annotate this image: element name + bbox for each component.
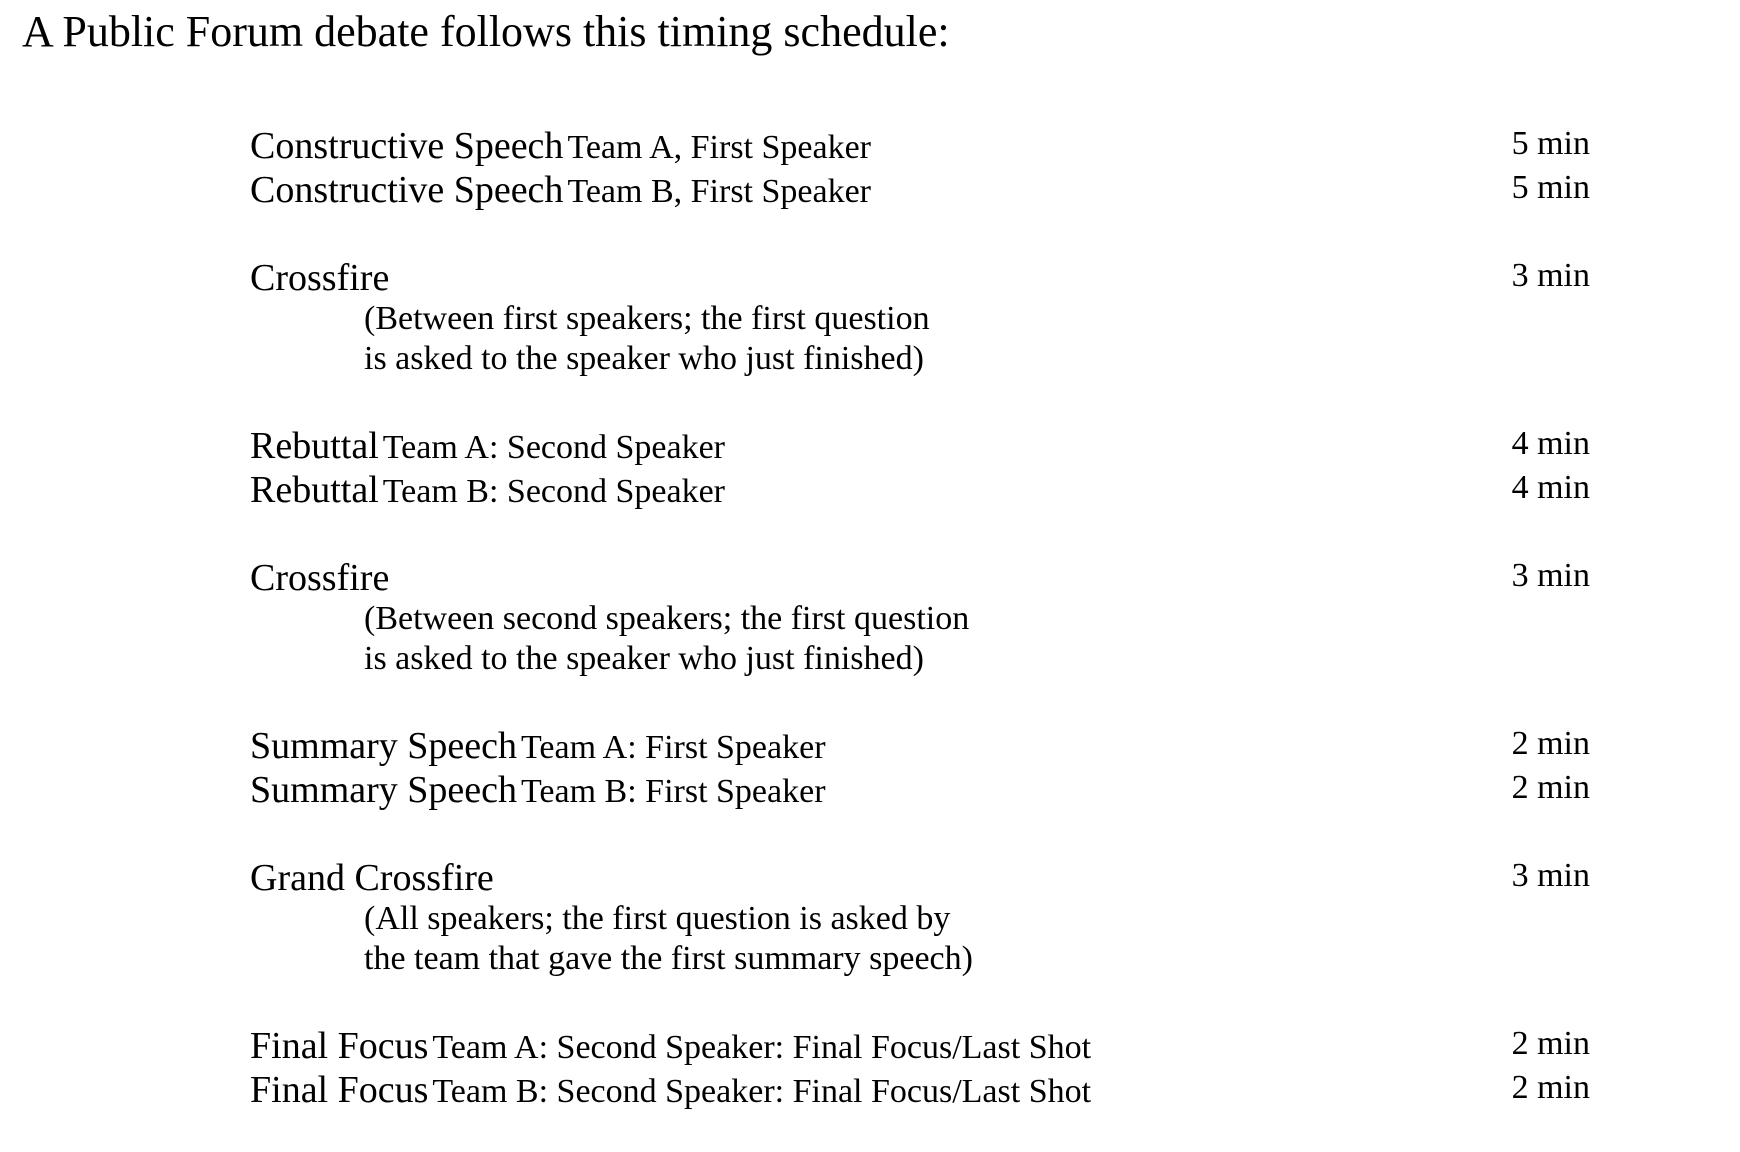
speech-speaker: Team B: Second Speaker xyxy=(382,473,726,510)
speech-duration: 2 min xyxy=(1511,1025,1590,1062)
speech-speaker: Team B, First Speaker xyxy=(567,173,871,210)
crossfire-note-line: (All speakers; the first question is asked by xyxy=(364,900,951,937)
schedule-row xyxy=(250,1027,1590,1067)
speech-speaker: Team A: Second Speaker: Final Focus/Last Shot xyxy=(432,1029,1092,1066)
speech-type: Summary Speech xyxy=(250,769,518,811)
speech-duration: 3 min xyxy=(1511,557,1590,594)
speech-type: Rebuttal xyxy=(250,469,379,511)
speech-duration: 3 min xyxy=(1511,857,1590,894)
speech-type: Crossfire xyxy=(250,557,390,599)
speech-type: Constructive Speech xyxy=(250,169,564,211)
speech-duration: 2 min xyxy=(1511,1069,1590,1106)
speech-label xyxy=(250,171,871,209)
speech-speaker: Team A, First Speaker xyxy=(567,129,871,166)
speech-duration: 5 min xyxy=(1511,169,1590,206)
schedule-row xyxy=(250,127,1590,167)
schedule-row xyxy=(250,1071,1590,1111)
speech-type: Final Focus xyxy=(250,1025,429,1067)
speech-label xyxy=(250,859,494,897)
schedule-row xyxy=(250,427,1590,467)
schedule-row xyxy=(250,471,1590,511)
speech-type: Crossfire xyxy=(250,257,390,299)
speech-type: Summary Speech xyxy=(250,725,518,767)
schedule-row xyxy=(250,859,1590,899)
speech-duration: 2 min xyxy=(1511,725,1590,762)
crossfire-note-line: (Between second speakers; the first question xyxy=(364,600,970,637)
schedule-row xyxy=(250,559,1590,599)
speech-label xyxy=(250,727,826,765)
speech-label xyxy=(250,1027,1091,1065)
crossfire-note-line: is asked to the speaker who just finished) xyxy=(364,640,924,677)
schedule-row xyxy=(250,259,1590,299)
speech-speaker: Team B: First Speaker xyxy=(521,773,826,810)
speech-label xyxy=(250,771,826,809)
crossfire-note-line: (Between first speakers; the first question xyxy=(364,300,930,337)
speech-duration: 2 min xyxy=(1511,769,1590,806)
speech-type: Final Focus xyxy=(250,1069,429,1111)
schedule-row xyxy=(250,771,1590,811)
speech-speaker: Team A: Second Speaker xyxy=(382,429,726,466)
speech-duration: 3 min xyxy=(1511,257,1590,294)
speech-duration: 4 min xyxy=(1511,425,1590,462)
speech-label xyxy=(250,427,725,465)
speech-label xyxy=(250,259,389,297)
page-title: A Public Forum debate follows this timing schedule: xyxy=(22,7,950,56)
speech-label xyxy=(250,471,725,509)
crossfire-note-line: the team that gave the first summary speech) xyxy=(364,940,973,977)
schedule-row xyxy=(250,171,1590,211)
timing-schedule xyxy=(250,0,1590,1152)
speech-label xyxy=(250,559,389,597)
speech-type: Grand Crossfire xyxy=(250,857,494,899)
speech-type: Rebuttal xyxy=(250,425,379,467)
speech-duration: 4 min xyxy=(1511,469,1590,506)
speech-type: Constructive Speech xyxy=(250,125,564,167)
speech-speaker: Team B: Second Speaker: Final Focus/Last Shot xyxy=(432,1073,1092,1110)
speech-duration: 5 min xyxy=(1511,125,1590,162)
speech-label xyxy=(250,127,871,165)
crossfire-note-line: is asked to the speaker who just finished) xyxy=(364,340,924,377)
speech-label xyxy=(250,1071,1091,1109)
schedule-row xyxy=(250,727,1590,767)
speech-speaker: Team A: First Speaker xyxy=(521,729,826,766)
